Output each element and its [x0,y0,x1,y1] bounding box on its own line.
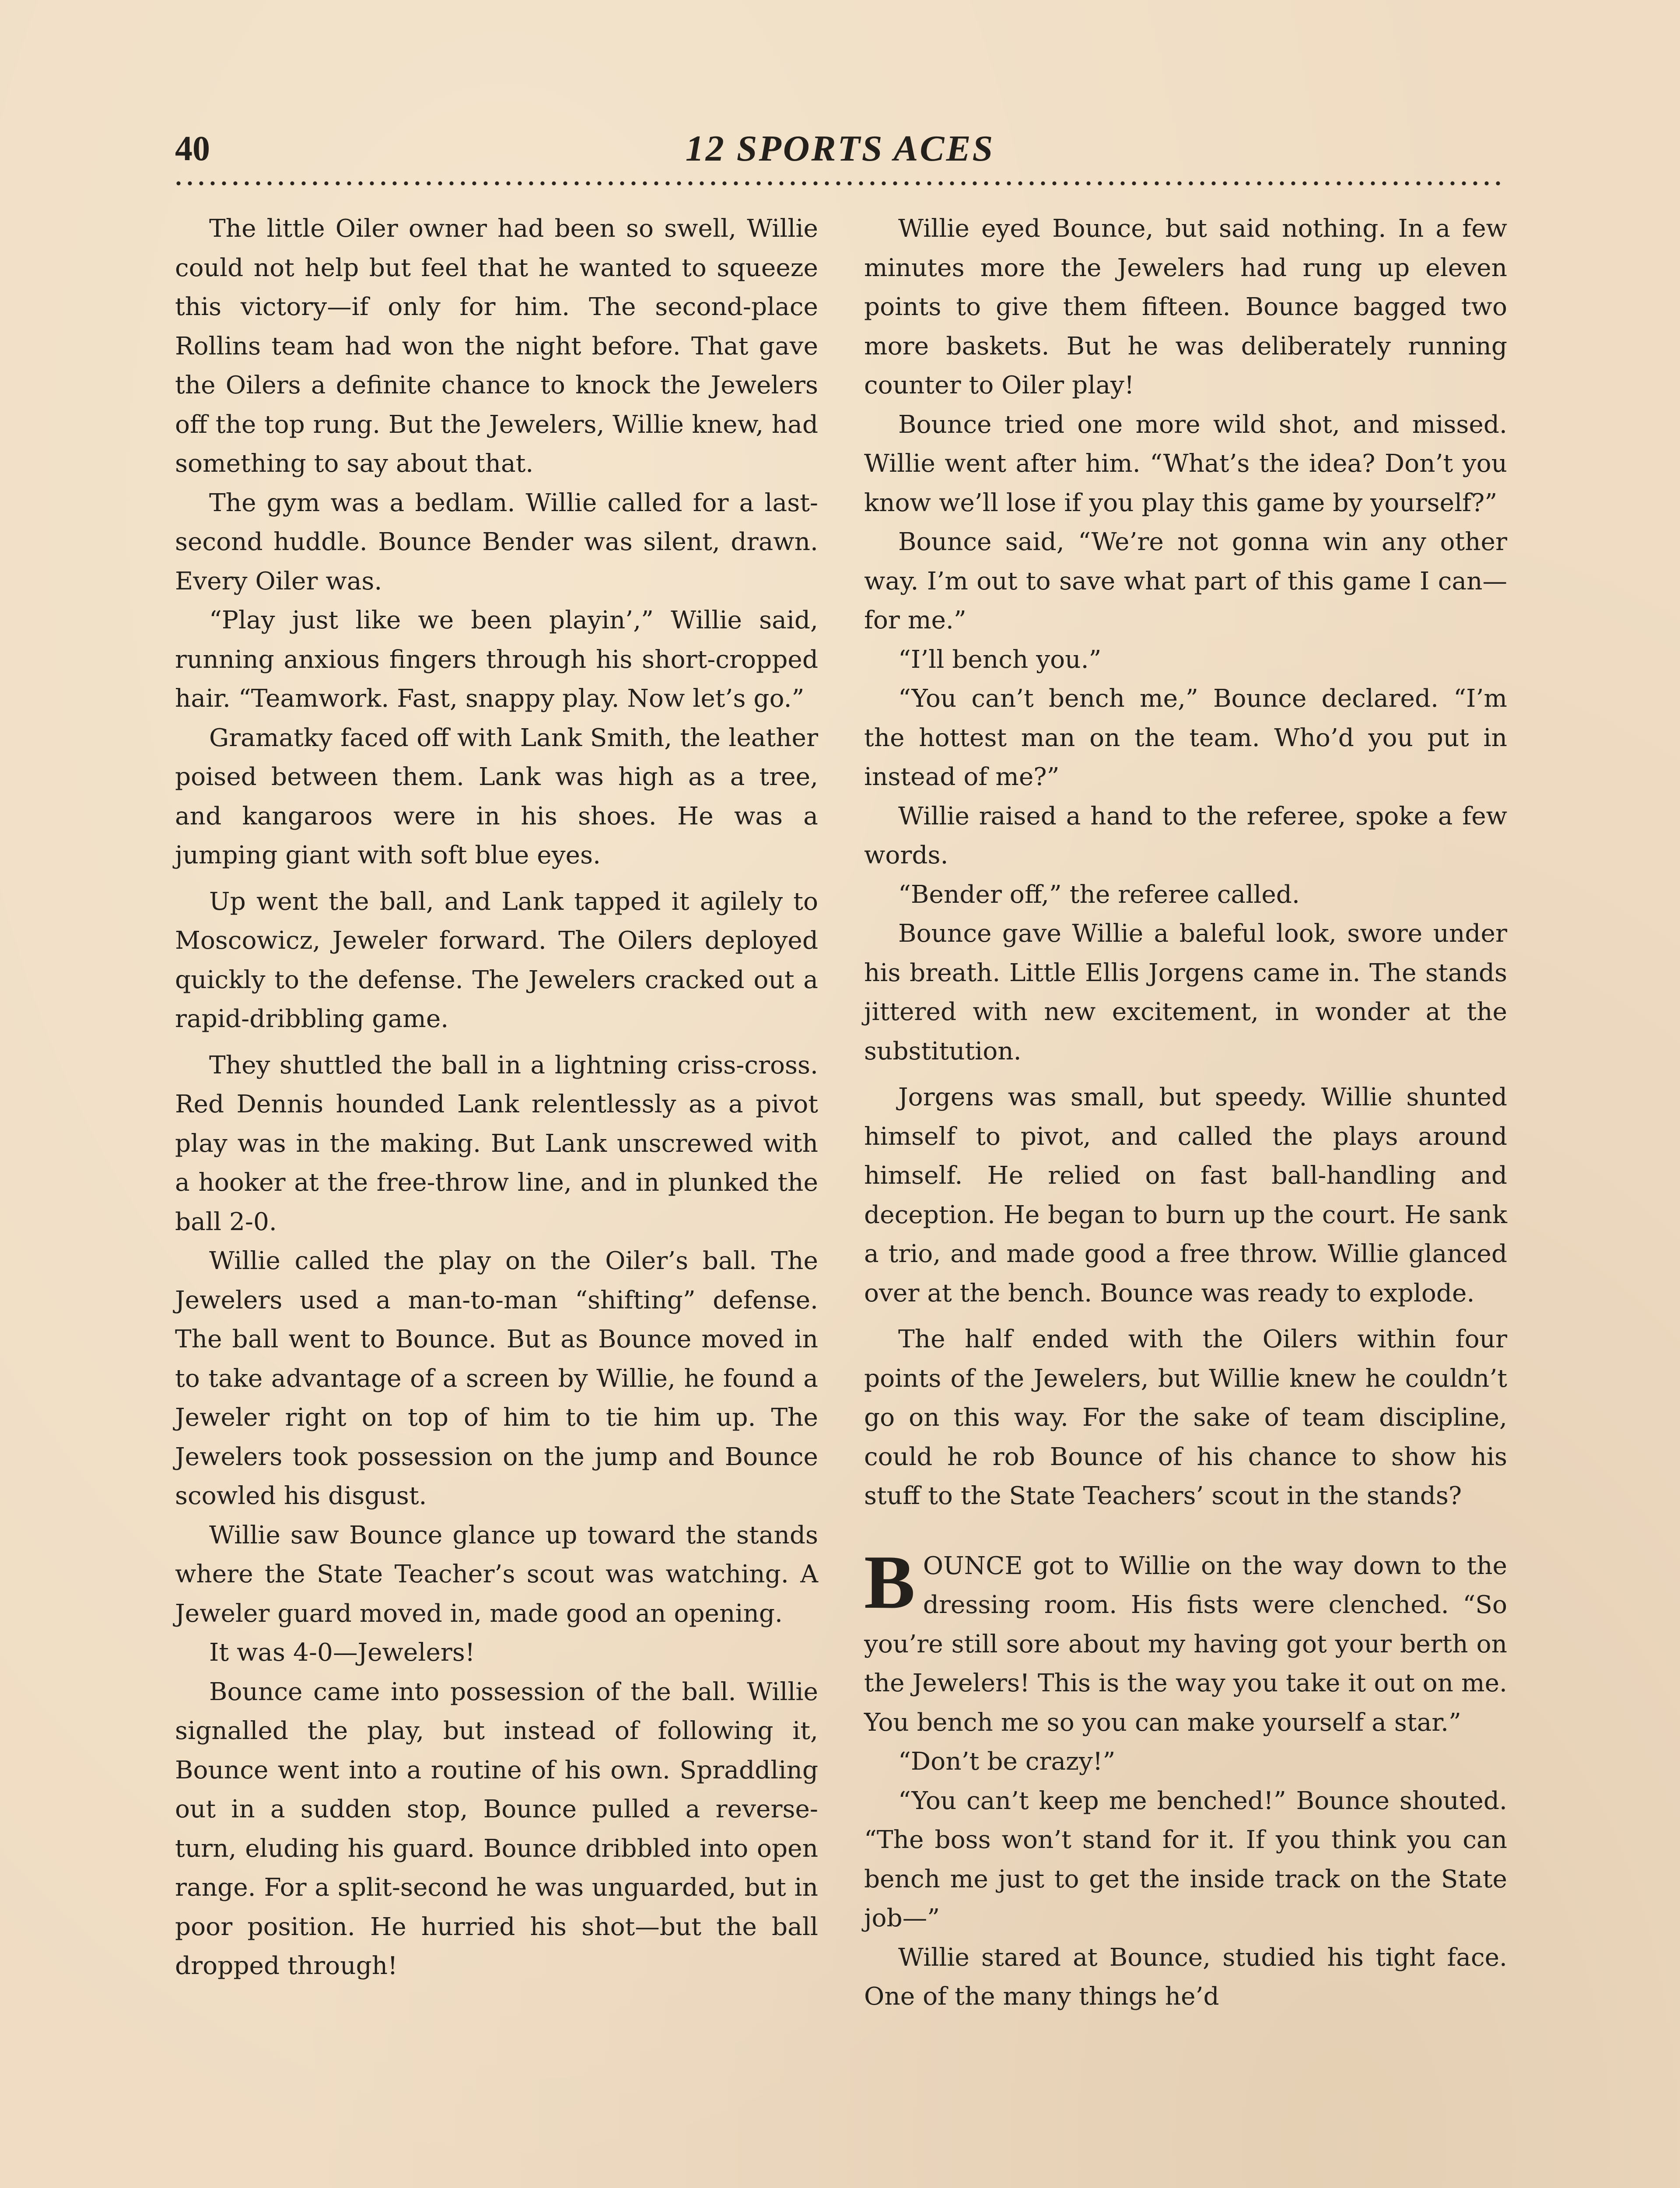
paragraph: “You can’t keep me benched!” Bounce shouted. “The boss won’t stand for it. If you think you can bench me just to get the inside track on the State job—” [864,1786,1507,1932]
paragraph: “Bender off,” the referee called. [898,880,1300,909]
paragraph: Jorgens was small, but speedy. Willie shunted himself to pivot, and called the plays around himself. He relied on fast ball-handling and deception. He began to burn up the court. He sank a trio, and made good a free throw. Willie glanced over at the bench. Bounce was ready to explode. [864,1083,1507,1308]
paragraph: They shuttled the ball in a lightning criss-cross. Red Dennis hounded Lank relentlessly as a pivot play was in the making. But Lank unscrewed with a hooker at the free-throw line, and in plunked the ball 2-0. [175,1051,818,1236]
paragraph: The half ended with the Oilers within four points of the Jewelers, but Willie knew he couldn’t go on this way. For the sake of team discipline, could he rob Bounce of his chance to show his stuff to the State Teachers’ scout in the stands? [864,1325,1507,1510]
magazine-title: 12 SPORTS ACES [685,128,995,169]
section-text: got to Willie on the way down to the dressing room. His fists were clenched. “So you’re still sore about my having got your berth on the Jewelers! This is the way you take it out on me. You bench me so you can make yourself a star.” [864,1551,1507,1737]
paragraph: Bounce gave Willie a baleful look, swore under his breath. Little Ellis Jorgens came in. The stands jittered with new excitement, in wonder at the substitution. [864,919,1507,1066]
paragraph: Willie called the play on the Oiler’s ball. The Jewelers used a man-to-man “shifting” defense. The ball went to Bounce. But as Bounce moved in to take advantage of a screen by Willie, he found a Jeweler right on top of him to tie him up. The Jewelers took possession on the jump and Bounce scowled his disgust. [175,1247,818,1510]
paragraph: Gramatky faced off with Lank Smith, the leather poised between them. Lank was high as a tree, and kangaroos were in his shoes. He was a jumping giant with soft blue eyes. [175,723,818,870]
paragraph: “Play just like we been playin’,” Willie said, running anxious fingers through his short-cropped hair. “Teamwork. Fast, snappy play. Now let’s go.” [175,606,818,713]
dotted-rule [173,179,1507,187]
paragraph: Bounce came into possession of the ball. Willie signalled the play, but instead of following it, Bounce went into a routine of his own. Spraddling out in a sudden stop, Bounce pulled a reverse-turn, eluding his guard. Bounce dribbled into open range. For a split-second he was unguarded, but in poor position. He hurried his shot—but the ball dropped through! [175,1677,818,1980]
right-column [864,209,1507,2016]
paragraph: “You can’t bench me,” Bounce declared. “I’m the hottest man on the team. Who’d you put in instead of me?” [864,684,1507,791]
paragraph: Willie eyed Bounce, but said nothing. In a few minutes more the Jewelers had rung up eleven points to give them fifteen. Bounce bagged two more baskets. But he was deliberately running counter to Oiler play! [864,214,1507,400]
paragraph: Bounce tried one more wild shot, and missed. Willie went after him. “What’s the idea? Don’t you know we’ll lose if you play this game by yourself?” [864,410,1507,517]
paragraph: The gym was a bedlam. Willie called for a last-second huddle. Bounce Bender was silent, drawn. Every Oiler was. [175,488,818,596]
drop-cap: B [864,1539,915,1624]
paragraph: Willie saw Bounce glance up toward the stands where the State Teacher’s scout was watching. A Jeweler guard moved in, made good an opening. [175,1521,818,1628]
section-opening-paragraph [864,1539,1507,1743]
left-column [175,209,818,1986]
paragraph: Bounce said, “We’re not gonna win any other way. I’m out to save what part of this game I can—for me.” [864,528,1507,635]
paragraph: “I’ll bench you.” [898,645,1102,674]
paragraph: The little Oiler owner had been so swell, Willie could not help but feel that he wanted to squeeze this victory—if only for him. The second-place Rollins team had won the night before. That gave the Oilers a definite chance to knock the Jewelers off the top rung. But the Jewelers, Willie knew, had something to say about that. [175,214,818,478]
page-number: 40 [175,130,210,168]
paragraph: It was 4-0—Jewelers! [209,1638,475,1667]
paragraph: “Don’t be crazy!” [898,1747,1116,1776]
paragraph: Willie stared at Bounce, studied his tight face. One of the many things he’d [864,1943,1507,2011]
running-header [175,125,1505,177]
paragraph: Willie raised a hand to the referee, spoke a few words. [864,802,1507,870]
lead-caps: OUNCE [923,1551,1023,1580]
paragraph: Up went the ball, and Lank tapped it agilely to Moscowicz, Jeweler forward. The Oilers deployed quickly to the defense. The Jewelers cracked out a rapid-dribbling game. [175,887,818,1033]
